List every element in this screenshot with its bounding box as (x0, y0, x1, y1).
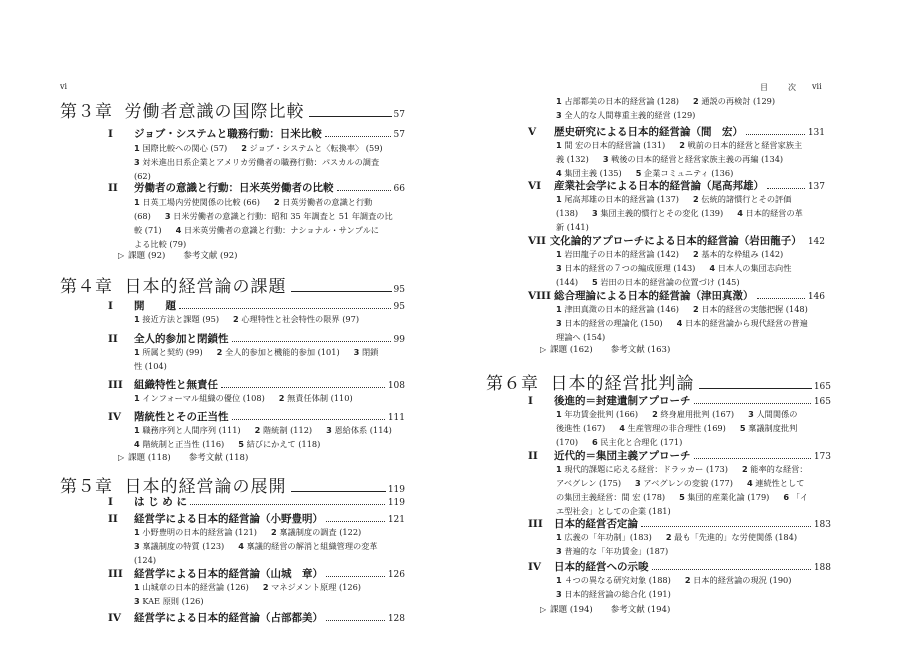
section-heading[interactable] (108, 298, 405, 312)
subsection-line: アベグレン (175) 3 アベグレンの変貌 (177) 4 連続性として (556, 478, 805, 488)
section-heading[interactable] (108, 566, 405, 580)
subsection-line: 3 全人的な人間尊重主義的経営 (129) (556, 110, 696, 120)
references-link[interactable]: 参考文献 (118) (188, 453, 249, 463)
page-number: 165 (813, 397, 831, 407)
page-number: 183 (813, 520, 831, 530)
subsection-line: 3 稟議制度の特質 (123) 4 稟議的経営の解消と組織管理の変革 (134, 541, 378, 551)
chapter-references (118, 451, 248, 463)
section-number: III (528, 518, 543, 530)
leader-rule (291, 291, 392, 292)
page-number: 95 (393, 302, 405, 312)
subsection-line: 1 ４つの異なる研究対象 (188) 2 日本的経営論の現況 (190) (556, 575, 792, 585)
leader-dots (232, 341, 391, 342)
section-number: VII (528, 235, 546, 247)
chapter-heading[interactable] (60, 272, 405, 296)
subsection-line: 性 (104) (134, 361, 167, 371)
subsection-line: 義 (132) 3 戦後の日本的経営と経営家族主義の再編 (134) (556, 154, 784, 164)
page-number: 137 (807, 182, 825, 192)
page-number: 95 (393, 285, 405, 295)
subsection-list (556, 407, 832, 449)
leader-dots (746, 134, 805, 135)
chapter-title: 日本的経営論の課題 (124, 277, 287, 297)
chapter-heading[interactable] (60, 97, 405, 121)
triangle-icon: ▷ (540, 605, 547, 614)
page-number: 111 (387, 413, 405, 423)
page-number: 119 (387, 498, 405, 508)
subsection-list (134, 195, 404, 251)
page-number: 165 (813, 382, 831, 392)
section-heading[interactable] (528, 288, 825, 302)
subsection-line: 3 日本的経営の７つの編成原理 (143) 4 日本人の集団志向性 (556, 263, 792, 273)
section-heading[interactable] (108, 126, 405, 140)
leader-dots (767, 188, 805, 189)
leader-dots (190, 504, 385, 505)
chapter-title: 日本的経営論の展開 (124, 477, 287, 497)
page-number: 146 (807, 292, 825, 302)
section-title: 総合理論による日本的経営論（津田真澂） (554, 290, 754, 302)
chapter-title: 日本的経営批判論 (550, 374, 695, 394)
subsection-list (556, 302, 826, 344)
leader-dots (326, 576, 385, 577)
page-folio: vii (812, 82, 822, 91)
section-number: II (528, 450, 538, 462)
subsection-line: 1 日英工場内労使関係の比較 (66) 2 日英労働者の意識と行動 (134, 197, 373, 207)
page-number: 57 (393, 130, 405, 140)
subsection-list (134, 525, 404, 567)
section-title: 産業社会学による日本的経営論（尾高邦雄） (554, 180, 764, 192)
subsection-line: (170) 6 民主化と合理化 (171) (556, 437, 683, 447)
page-number: 121 (387, 515, 405, 525)
subsection-line: エ型社会」としての企業 (181) (556, 506, 671, 516)
subsection-line: (138) 3 集団主義的慣行とその変化 (139) 4 日本的経営の革 (556, 208, 803, 218)
subsection-line: 1 岩田龍子の日本的経営論 (142) 2 基本的な枠組み (142) (556, 249, 784, 259)
page-number: 142 (807, 237, 825, 247)
references-link[interactable]: 参考文献 (163) (610, 345, 671, 355)
section-heading[interactable] (528, 178, 825, 192)
page-number: 173 (813, 452, 831, 462)
section-heading[interactable] (108, 494, 405, 508)
section-title: は じ め に (134, 496, 187, 508)
subsection-line: 3 普遍的な「年功賃金」(187) (556, 546, 669, 556)
tasks-link[interactable]: 課題 (194) (550, 605, 593, 615)
subsection-line: 3 対米進出日系企業とアメリカ労働者の職務行動：パスカルの調査 (134, 157, 380, 167)
tasks-link[interactable]: 課題 (92) (128, 251, 166, 261)
subsection-line: 1 年功賃金批判 (166) 2 終身雇用批判 (167) 3 人間関係の (556, 409, 798, 419)
subsection-list (556, 138, 826, 180)
subsection-line: 1 所属と契約 (99) 2 全人的参加と機能的参加 (101) 3 閉鎖 (134, 347, 379, 357)
section-title: 後進的＝封建遺制アプローチ (554, 395, 691, 407)
subsection-line: 3 日本的経営論の総合化 (191) (556, 589, 671, 599)
subsection-line: 理論へ (154) (556, 332, 606, 342)
page-number: 128 (387, 614, 405, 624)
section-title: 経営学による日本的経営論（小野豊明） (134, 513, 323, 525)
page-number: 57 (393, 110, 405, 120)
section-heading[interactable] (528, 448, 831, 462)
section-heading[interactable] (528, 233, 825, 247)
section-number: I (108, 496, 113, 508)
subsection-list (134, 141, 404, 183)
subsection-line: 3 KAE 原則 (126) (134, 596, 204, 606)
subsection-line: 1 広義の「年功制」(183) 2 最も「先進的」な労使関係 (184) (556, 532, 798, 542)
subsection-line: (68) 3 日米労働者の意識と行動：昭和 35 年調査と 51 年調査の比 (134, 211, 393, 221)
page-folio: vi (60, 82, 68, 91)
section-title: 近代的＝集団主義アプローチ (554, 450, 691, 462)
chapter-number: 第３章 (60, 102, 113, 122)
subsection-line: 1 尾高邦雄の日本的経営論 (137) 2 伝統的諸慣行とその評価 (556, 194, 792, 204)
subsection-line: 1 インフォーマル組織の優位 (108) 2 無責任体制 (110) (134, 393, 353, 403)
subsection-line: よる比較 (79) (134, 239, 187, 249)
tasks-link[interactable]: 課題 (162) (550, 345, 593, 355)
subsection-list (556, 573, 832, 601)
section-heading[interactable] (108, 331, 405, 345)
subsection-list (134, 345, 404, 373)
subsection-list (556, 462, 832, 518)
subsection-list (556, 94, 856, 122)
page-number: 119 (387, 485, 405, 495)
section-number: V (528, 126, 537, 138)
subsection-line: 1 接近方法と課題 (95) 2 心理特性と社会特性の限界 (97) (134, 314, 360, 324)
subsection-line: 4 階統制と正当性 (116) 5 結びにかえて (118) (134, 439, 321, 449)
leader-dots (221, 387, 385, 388)
chapter-number: 第５章 (60, 477, 113, 497)
subsection-list (556, 530, 832, 558)
section-number: VI (528, 180, 542, 192)
page-number: 108 (387, 381, 405, 391)
subsection-line: 1 占部都美の日本的経営論 (128) 2 通説の再検討 (129) (556, 96, 776, 106)
subsection-line: 新 (141) (556, 222, 589, 232)
section-heading[interactable] (108, 409, 405, 423)
section-heading[interactable] (528, 393, 831, 407)
section-number: I (108, 300, 113, 312)
subsection-line: 1 津田真澂の日本的経営論 (146) 2 日本的経営の実態把握 (148) (556, 304, 808, 314)
subsection-line: (144) 5 岩田の日本的経営論の位置づけ (145) (556, 277, 740, 287)
subsection-line: (62) (134, 171, 151, 181)
right-page (460, 0, 920, 668)
leader-dots (694, 458, 811, 459)
section-heading[interactable] (108, 377, 405, 391)
subsection-list (134, 580, 404, 608)
section-heading[interactable] (528, 559, 831, 573)
subsection-line: 4 集団主義 (135) 5 企業コミュニティ (136) (556, 168, 734, 178)
subsection-line: 1 職務序列と人間序列 (111) 2 階統制 (112) 3 恩給体系 (114) (134, 425, 392, 435)
page-number: 66 (393, 184, 405, 194)
leader-rule (699, 388, 812, 389)
chapter-number: 第６章 (486, 374, 539, 394)
section-number: IV (108, 612, 122, 624)
leader-dots (326, 620, 385, 621)
subsection-list (556, 247, 826, 289)
section-title: 階統性とその正当性 (134, 411, 229, 423)
references-link[interactable]: 参考文献 (194) (610, 605, 671, 615)
section-number: II (108, 182, 118, 194)
leader-dots (179, 308, 391, 309)
leader-dots (337, 190, 391, 191)
leader-dots (326, 521, 385, 522)
section-number: II (108, 333, 118, 345)
triangle-icon: ▷ (118, 251, 125, 260)
section-title: 組織特性と無責任 (134, 379, 218, 391)
section-heading[interactable] (108, 511, 405, 525)
subsection-line: 3 日本的経営の理論化 (150) 4 日本的経営論から現代経営の普遍 (556, 318, 808, 328)
subsection-list (134, 423, 404, 451)
subsection-line: (124) (134, 555, 157, 565)
section-heading[interactable] (108, 180, 405, 194)
subsection-line: 後進性 (167) 4 生産管理の非合理性 (169) 5 稟議制度批判 (556, 423, 798, 433)
section-number: I (528, 395, 533, 407)
leader-rule (291, 491, 386, 492)
leader-dots (641, 526, 811, 527)
section-number: II (108, 513, 118, 525)
section-title: 歴史研究による日本的経営論（間 宏） (554, 126, 743, 138)
page-number: 131 (807, 128, 825, 138)
running-head: 目 次 (760, 83, 802, 92)
chapter-references (118, 249, 237, 261)
page-number: 99 (393, 335, 405, 345)
section-title: 文化論的アプローチによる日本的経営論（岩田龍子） (549, 235, 802, 247)
leader-dots (757, 298, 805, 299)
subsection-list (134, 391, 404, 405)
leader-rule (309, 116, 392, 117)
subsection-list (134, 312, 404, 326)
section-title: 労働者の意識と行動：日米英労働者の比較 (134, 182, 334, 194)
section-title: 日本的経営否定論 (554, 518, 638, 530)
subsection-line: 1 現代的課題に応える経営：ドラッカー (173) 2 能率的な経営： (556, 464, 808, 474)
section-number: III (108, 568, 123, 580)
page-number: 126 (387, 570, 405, 580)
section-number: VIII (528, 290, 551, 302)
section-title: 経営学による日本的経営論（占部都美） (134, 612, 323, 624)
subsection-list (556, 192, 826, 234)
section-title: 全人的参加と閉鎖性 (134, 333, 229, 345)
page-number: 188 (813, 563, 831, 573)
chapter-heading[interactable] (486, 369, 831, 393)
section-heading[interactable] (108, 610, 405, 624)
chapter-references (540, 343, 670, 355)
chapter-number: 第４章 (60, 277, 113, 297)
leader-dots (652, 569, 811, 570)
section-title: 日本的経営への示唆 (554, 561, 649, 573)
section-number: IV (108, 411, 122, 423)
triangle-icon: ▷ (118, 453, 125, 462)
section-title: ジョブ・システムと職務行動：日米比較 (134, 128, 322, 140)
references-link[interactable]: 参考文献 (92) (183, 251, 238, 261)
chapter-references (540, 603, 670, 615)
subsection-line: 1 間 宏の日本的経営論 (131) 2 戦前の日本的経営と経営家族主 (556, 140, 803, 150)
section-number: III (108, 379, 123, 391)
section-title: 経営学による日本的経営論（山城 章） (134, 568, 323, 580)
triangle-icon: ▷ (540, 345, 547, 354)
subsection-line: の集団主義経営：間 宏 (178) 5 集団的産業化論 (179) 6 「イ (556, 492, 809, 502)
section-heading[interactable] (528, 516, 831, 530)
subsection-line: 較 (71) 4 日米英労働者の意識と行動：ナショナル・サンプルに (134, 225, 379, 235)
leader-dots (232, 419, 385, 420)
subsection-line: 1 山城章の日本的経営論 (126) 2 マネジメント原理 (126) (134, 582, 361, 592)
section-number: I (108, 128, 113, 140)
chapter-title: 労働者意識の国際比較 (124, 102, 305, 122)
section-title: 開 題 (134, 300, 176, 312)
section-heading[interactable] (528, 124, 825, 138)
leader-dots (694, 403, 811, 404)
leader-dots (325, 136, 391, 137)
section-number: IV (528, 561, 542, 573)
chapter-heading[interactable] (60, 472, 405, 496)
subsection-line: 1 国際比較への関心 (57) 2 ジョブ・システムと〈転換率〉 (59) (134, 143, 383, 153)
subsection-line: 1 小野豊明の日本的経営論 (121) 2 稟議制度の調査 (122) (134, 527, 362, 537)
tasks-link[interactable]: 課題 (118) (128, 453, 171, 463)
